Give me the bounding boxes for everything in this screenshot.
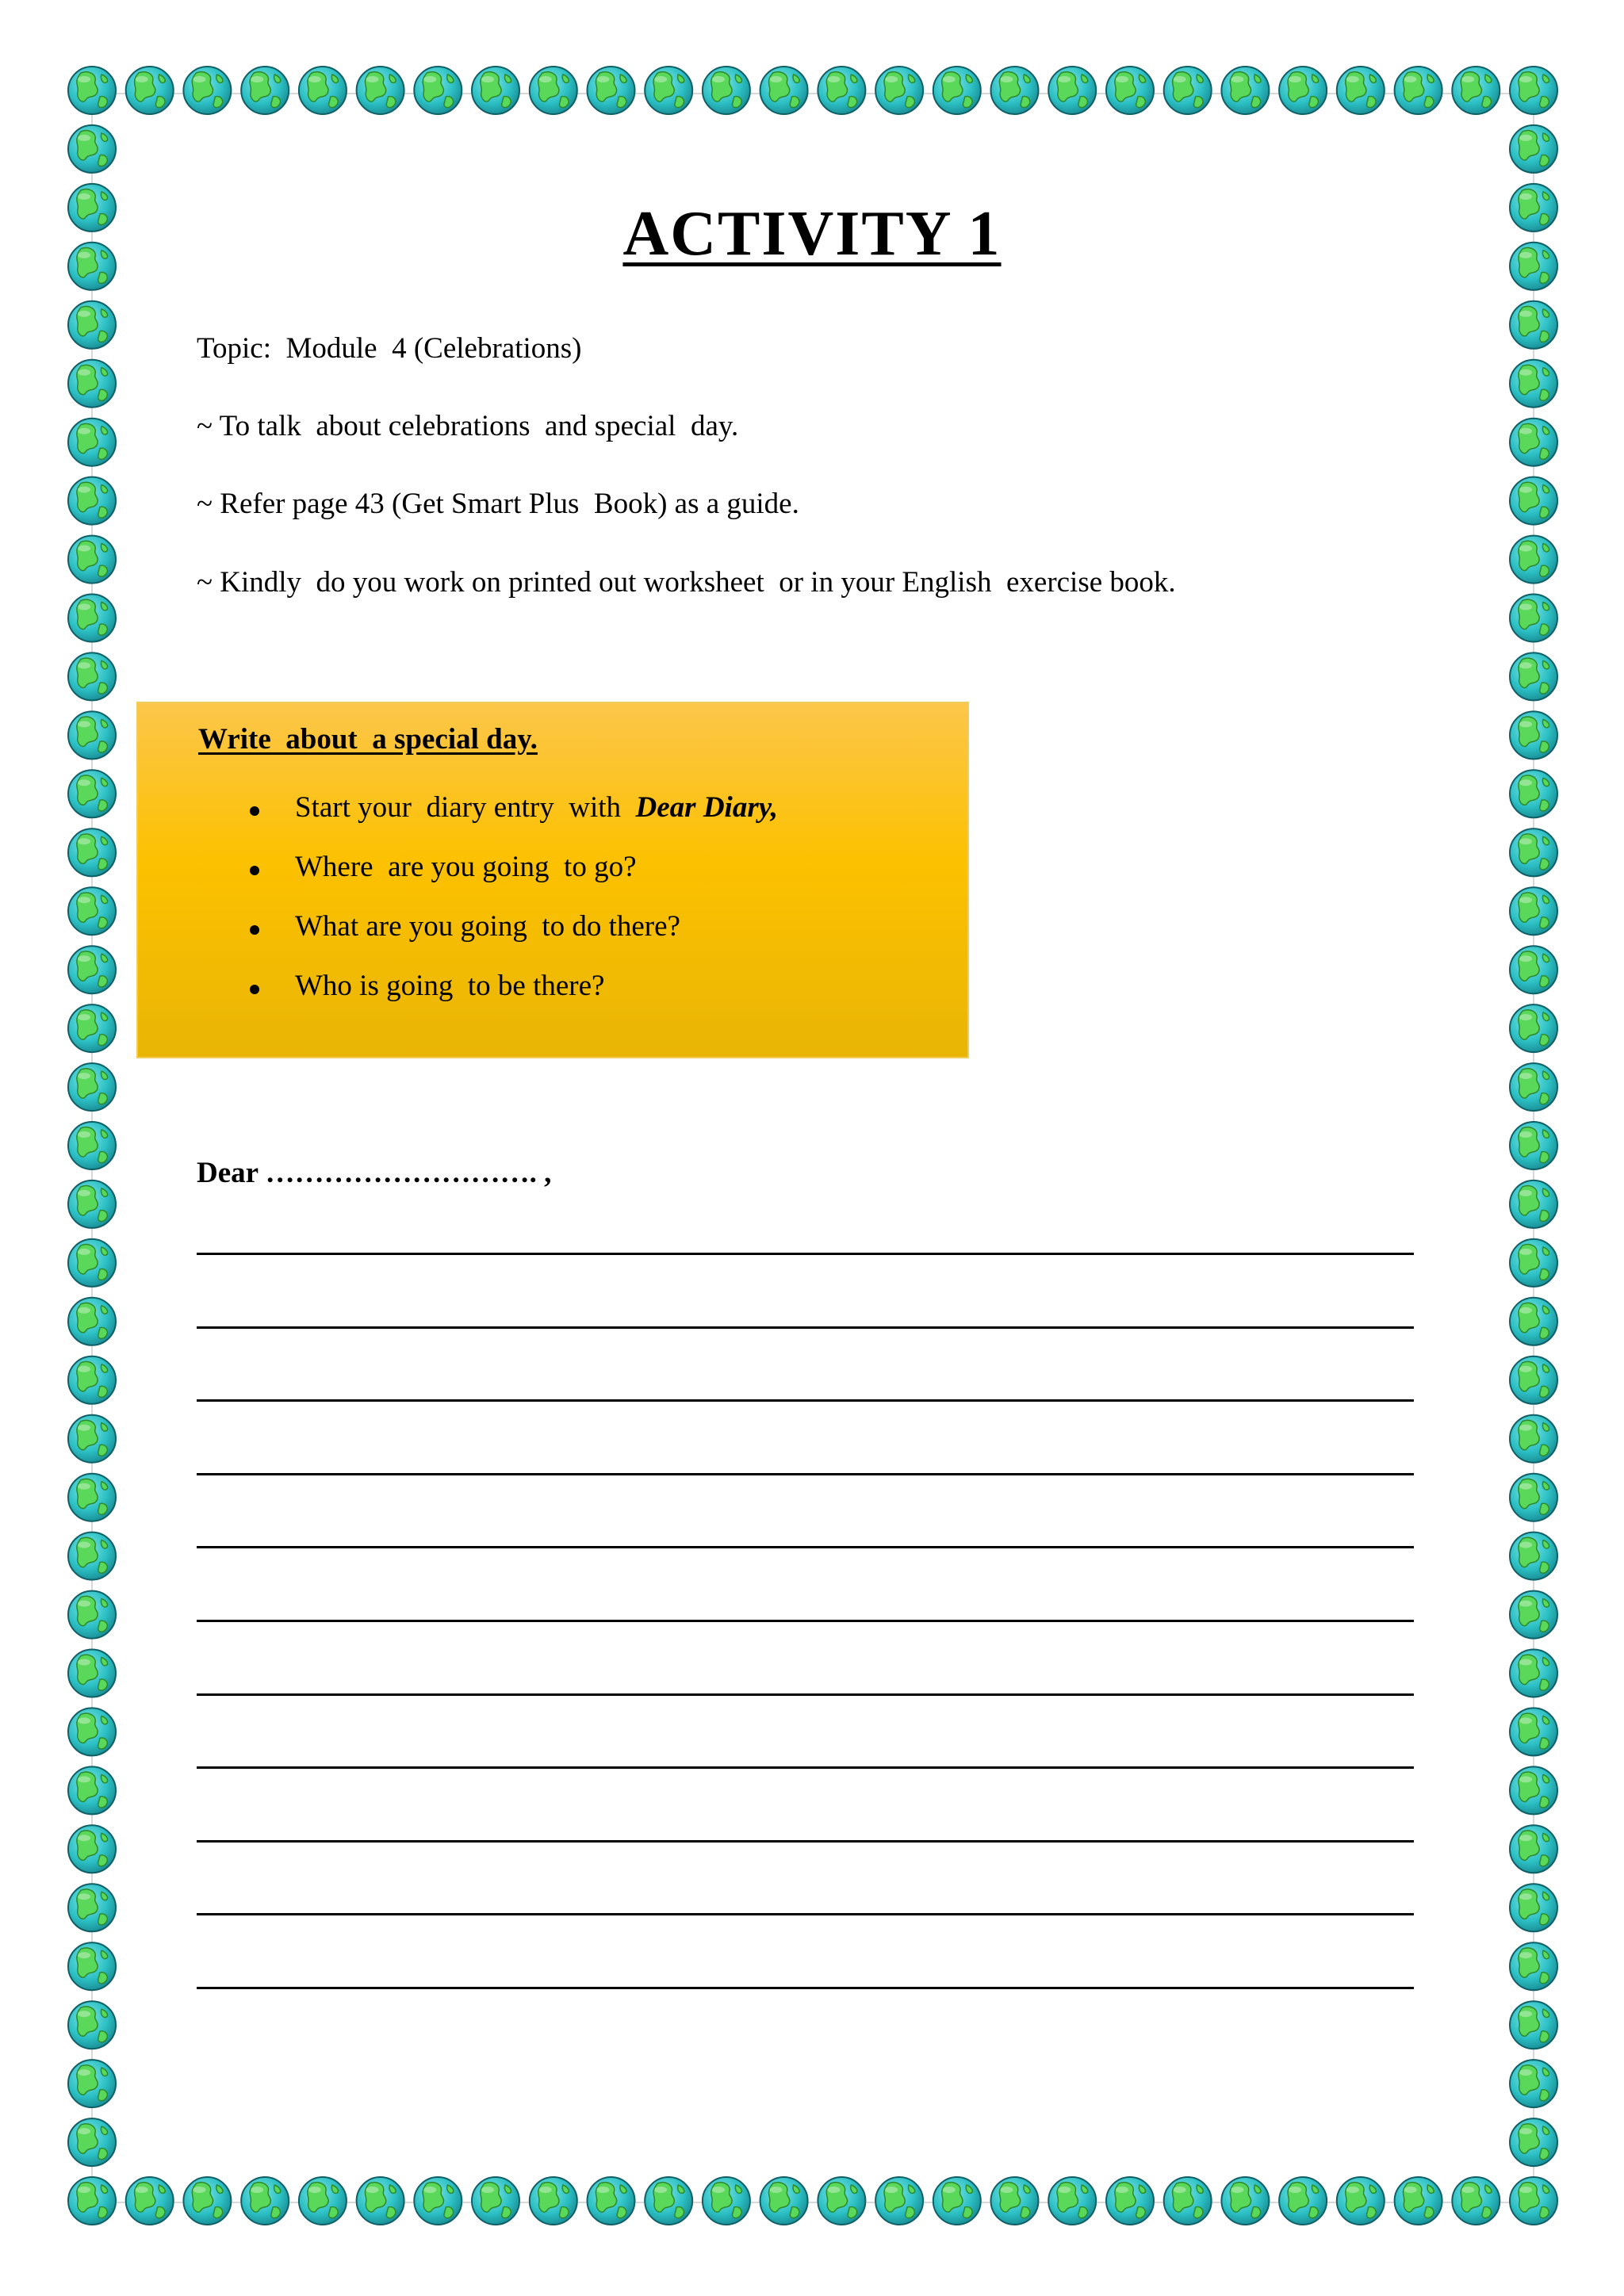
globe-icon xyxy=(68,711,116,759)
globe-icon xyxy=(1510,946,1557,993)
globe-icon xyxy=(1279,2177,1327,2225)
globe-icon xyxy=(68,1766,116,1814)
globe-icon xyxy=(1164,2177,1212,2225)
globe-icon xyxy=(1510,1650,1557,1697)
globe-icon xyxy=(126,2177,174,2225)
globe-icon xyxy=(1106,67,1154,114)
instruction-line: ~ Refer page 43 (Get Smart Plus Book) as a guide. xyxy=(197,488,799,520)
globe-icon xyxy=(933,67,981,114)
instruction-line: ~ To talk about celebrations and special day. xyxy=(197,410,739,442)
globe-icon xyxy=(760,67,808,114)
globe-icon xyxy=(1048,67,1096,114)
globe-icon xyxy=(68,946,116,993)
globe-icon xyxy=(68,67,116,114)
globe-icon xyxy=(68,2001,116,2049)
task-list xyxy=(138,790,778,1028)
globe-icon xyxy=(68,1239,116,1287)
globe-icon xyxy=(530,2177,577,2225)
globe-icon xyxy=(414,67,462,114)
globe-icon xyxy=(1510,1884,1557,1931)
writing-line[interactable] xyxy=(197,1913,1414,1915)
globe-icon xyxy=(645,67,692,114)
task-box xyxy=(136,702,969,1058)
globe-icon xyxy=(68,1298,116,1345)
globe-icon xyxy=(818,67,865,114)
writing-line[interactable] xyxy=(197,1253,1414,1255)
globe-icon xyxy=(68,770,116,817)
globe-icon xyxy=(1279,67,1327,114)
globe-icon xyxy=(991,67,1039,114)
globe-icon xyxy=(1510,1004,1557,1052)
globe-icon xyxy=(1510,301,1557,349)
globe-icon xyxy=(68,1650,116,1697)
globe-icon xyxy=(818,2177,865,2225)
writing-line[interactable] xyxy=(197,1840,1414,1843)
globe-icon xyxy=(68,1591,116,1639)
task-bullet: Where are you going to go? xyxy=(138,850,778,909)
globe-icon xyxy=(1510,536,1557,584)
globe-icon xyxy=(1510,1591,1557,1639)
globe-icon xyxy=(68,360,116,408)
globe-icon xyxy=(1510,477,1557,525)
globe-icon xyxy=(68,1474,116,1521)
globe-icon xyxy=(1510,1708,1557,1755)
globe-icon xyxy=(68,1181,116,1228)
globe-icon xyxy=(241,67,289,114)
task-bullet: What are you going to do there? xyxy=(138,909,778,969)
globe-icon xyxy=(1337,67,1385,114)
globe-icon xyxy=(68,1825,116,1873)
globe-icon xyxy=(126,67,174,114)
globe-icon xyxy=(68,536,116,584)
globe-icon xyxy=(68,1004,116,1052)
globe-icon xyxy=(68,887,116,935)
globe-icon xyxy=(1510,360,1557,408)
writing-line[interactable] xyxy=(197,1546,1414,1548)
globe-icon xyxy=(1395,67,1442,114)
globe-icon xyxy=(183,2177,231,2225)
writing-line[interactable] xyxy=(197,1473,1414,1475)
globe-icon xyxy=(1510,1942,1557,1990)
globe-icon xyxy=(68,1533,116,1580)
globe-icon xyxy=(1510,770,1557,817)
globe-icon xyxy=(645,2177,692,2225)
globe-icon xyxy=(68,301,116,349)
globe-icon xyxy=(68,477,116,525)
globe-icon xyxy=(1395,2177,1442,2225)
writing-line[interactable] xyxy=(197,1399,1414,1402)
globe-icon xyxy=(1510,711,1557,759)
globe-icon xyxy=(68,828,116,876)
globe-icon xyxy=(1510,1415,1557,1463)
globe-icon xyxy=(875,2177,923,2225)
globe-icon xyxy=(1510,1239,1557,1287)
globe-icon xyxy=(1510,595,1557,642)
globe-icon xyxy=(241,2177,289,2225)
globe-icon xyxy=(1452,2177,1500,2225)
globe-icon xyxy=(1510,828,1557,876)
globe-icon xyxy=(299,67,347,114)
globe-icon xyxy=(1221,67,1269,114)
globe-icon xyxy=(1510,2001,1557,2049)
globe-icon xyxy=(1221,2177,1269,2225)
writing-line[interactable] xyxy=(197,1766,1414,1769)
globe-icon xyxy=(357,2177,404,2225)
globe-icon xyxy=(1106,2177,1154,2225)
globe-icon xyxy=(472,67,519,114)
globe-icon xyxy=(1510,67,1557,114)
globe-icon xyxy=(357,67,404,114)
globe-icon xyxy=(1510,1474,1557,1521)
globe-icon xyxy=(1510,1825,1557,1873)
globe-icon xyxy=(1510,125,1557,173)
globe-icon xyxy=(1510,1766,1557,1814)
globe-icon xyxy=(68,595,116,642)
globe-icon xyxy=(991,2177,1039,2225)
globe-icon xyxy=(299,2177,347,2225)
globe-icon xyxy=(68,1122,116,1169)
globe-icon xyxy=(68,1415,116,1463)
globe-icon xyxy=(68,1063,116,1111)
globe-icon xyxy=(875,67,923,114)
globe-icon xyxy=(472,2177,519,2225)
globe-icon xyxy=(68,419,116,466)
dear-diary-emphasis: Dear Diary, xyxy=(635,791,779,824)
globe-icon xyxy=(1510,1122,1557,1169)
task-bullet: Start your diary entry with Dear Diary, xyxy=(138,790,778,850)
globe-icon xyxy=(68,2118,116,2166)
globe-icon xyxy=(1510,419,1557,466)
globe-icon xyxy=(530,67,577,114)
globe-icon xyxy=(1164,67,1212,114)
globe-icon xyxy=(183,67,231,114)
globe-icon xyxy=(68,652,116,700)
globe-icon xyxy=(588,67,635,114)
globe-icon xyxy=(760,2177,808,2225)
globe-icon xyxy=(588,2177,635,2225)
salutation: Dear ………………………. , xyxy=(197,1157,552,1189)
globe-icon xyxy=(933,2177,981,2225)
globe-icon xyxy=(414,2177,462,2225)
globe-icon xyxy=(68,2060,116,2107)
globe-icon xyxy=(1510,1533,1557,1580)
globe-icon xyxy=(1510,1181,1557,1228)
globe-icon xyxy=(1510,1357,1557,1404)
globe-icon xyxy=(1048,2177,1096,2225)
writing-line[interactable] xyxy=(197,1326,1414,1329)
globe-icon xyxy=(1510,2060,1557,2107)
globe-icon xyxy=(68,2177,116,2225)
globe-icon xyxy=(1510,1298,1557,1345)
globe-icon xyxy=(703,67,750,114)
globe-icon xyxy=(68,1708,116,1755)
writing-line[interactable] xyxy=(197,1693,1414,1696)
writing-line[interactable] xyxy=(197,1987,1414,1989)
task-heading: Write about a special day. xyxy=(198,723,538,756)
globe-icon xyxy=(1337,2177,1385,2225)
writing-line[interactable] xyxy=(197,1620,1414,1622)
globe-icon xyxy=(68,125,116,173)
topic-line: Topic: Module 4 (Celebrations) xyxy=(197,332,582,365)
globe-icon xyxy=(703,2177,750,2225)
globe-icon xyxy=(68,1357,116,1404)
globe-icon xyxy=(1510,652,1557,700)
globe-icon xyxy=(1510,2118,1557,2166)
globe-icon xyxy=(1510,2177,1557,2225)
instruction-line: ~ Kindly do you work on printed out worksheet or in your English exercise book. xyxy=(197,566,1176,599)
globe-icon xyxy=(68,1884,116,1931)
globe-icon xyxy=(1510,1063,1557,1111)
globe-icon xyxy=(1510,887,1557,935)
globe-icon xyxy=(68,1942,116,1990)
page-title: ACTIVITY 1 xyxy=(622,199,1002,269)
task-bullet: Who is going to be there? xyxy=(138,969,778,1028)
globe-icon xyxy=(1452,67,1500,114)
